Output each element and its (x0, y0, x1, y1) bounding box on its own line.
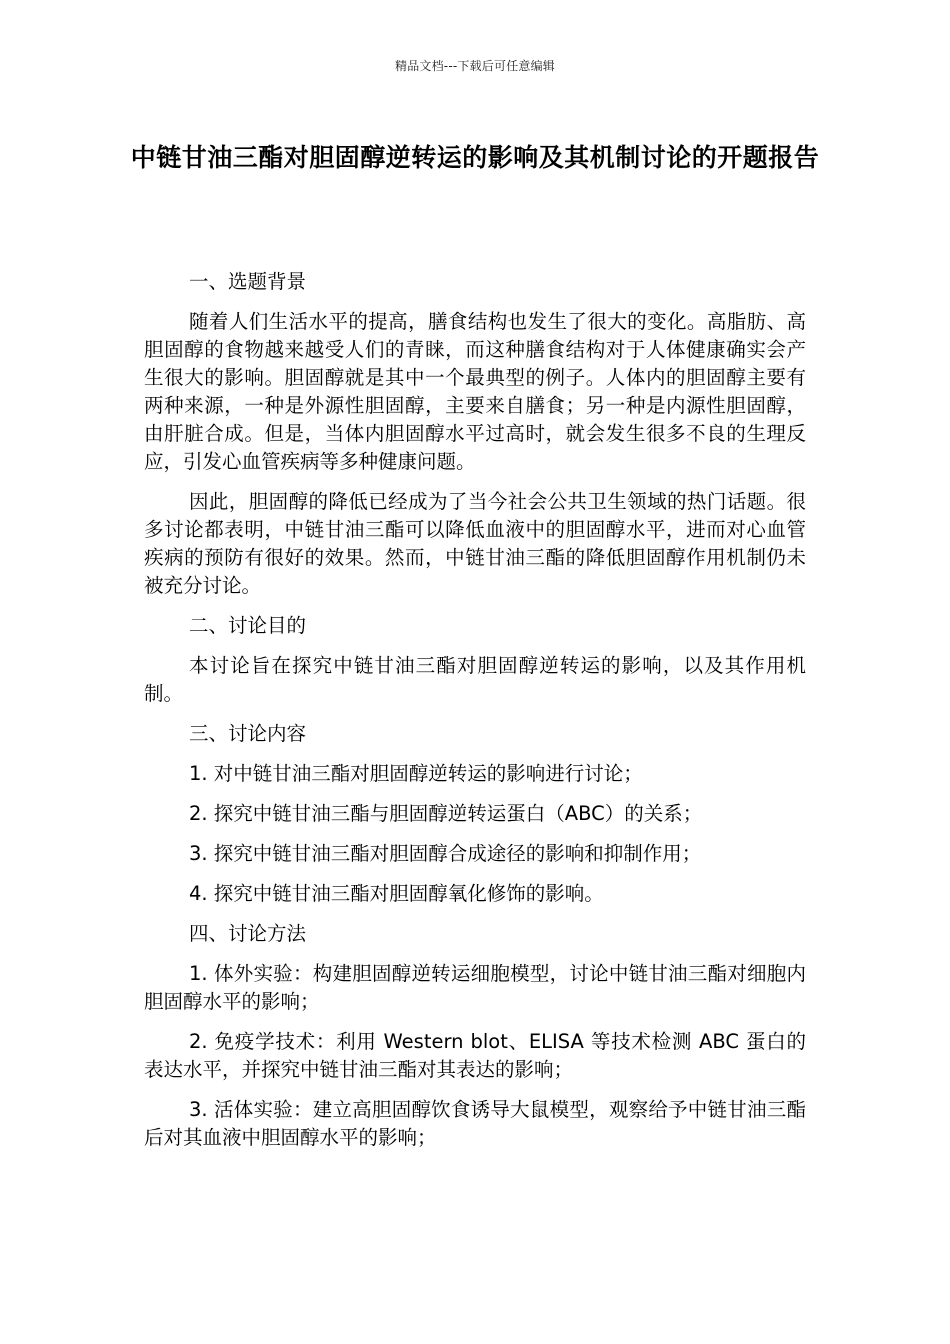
list-item: 1. 对中链甘油三酯对胆固醇逆转运的影响进行讨论； (189, 762, 643, 785)
section-heading: 二、讨论目的 (189, 614, 307, 637)
paragraph: 因此，胆固醇的降低已经成为了当今社会公共卫生领域的热门话题。很多讨论都表明，中链甘油三酯可以降低血液中的胆固醇水平，进而对心血管疾病的预防有很好的效果。然而，中链甘油三酯的降低胆固醇作用机制仍未被充分讨论。 (144, 490, 806, 597)
list-item: 2. 探究中链甘油三酯与胆固醇逆转运蛋白（ABC）的关系； (189, 802, 703, 825)
list-item: 2. 免疫学技术：利用 Western blot、ELISA 等技术检测 ABC 蛋白的表达水平，并探究中链甘油三酯对其表达的影响； (144, 1030, 806, 1081)
list-item: 3. 活体实验：建立高胆固醇饮食诱导大鼠模型，观察给予中链甘油三酯后对其血液中胆固醇水平的影响； (144, 1098, 806, 1149)
document-title: 中链甘油三酯对胆固醇逆转运的影响及其机制讨论的开题报告 (130, 143, 820, 172)
list-item: 3. 探究中链甘油三酯对胆固醇合成途径的影响和抑制作用； (189, 842, 702, 865)
paragraph: 随着人们生活水平的提高，膳食结构也发生了很大的变化。高脂肪、高胆固醇的食物越来越受人们的青睐，而这种膳食结构对于人体健康确实会产生很大的影响。胆固醇就是其中一个最典型的例子。人体内的胆固醇主要有两种来源，一种是外源性胆固醇，主要来自膳食；另一种是内源性胆固醇，由肝脏合成。但是，当体内胆固醇水平过高时，就会发生很多不良的生理反应，引发心血管疾病等多种健康问题。 (144, 310, 806, 473)
section-heading: 四、讨论方法 (189, 922, 307, 945)
section-heading: 三、讨论内容 (189, 722, 307, 745)
header-note: 精品文档---下载后可任意编辑 (395, 59, 555, 73)
document-body (144, 268, 806, 1164)
paragraph: 本讨论旨在探究中链甘油三酯对胆固醇逆转运的影响，以及其作用机制。 (144, 654, 806, 705)
list-item: 4. 探究中链甘油三酯对胆固醇氧化修饰的影响。 (189, 882, 604, 905)
section-heading: 一、选题背景 (189, 270, 307, 293)
list-item: 1. 体外实验：构建胆固醇逆转运细胞模型，讨论中链甘油三酯对细胞内胆固醇水平的影响； (144, 962, 806, 1013)
